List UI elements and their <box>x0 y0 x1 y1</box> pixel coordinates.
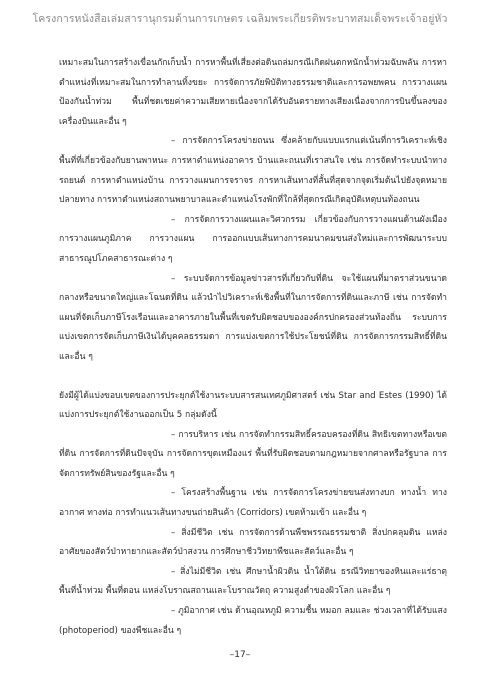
paragraph: ยังมีผู้ได้แบ่งขอบเขตของการประยุกต์ใช้งานระบบสารสนเทศภูมิศาสตร์ เช่น Star and Estes (1990) ได้แบ่งการประยุกต์ใช้งานออกเป็น 5 กลุ่มดังนี้ <box>59 390 447 421</box>
bullet-item: – การจัดการวางแผนและวิศวกรรม เกี่ยวข้องกับการวางแผนด้านผังเมือง การวางแผนภูมิภาค การวางแผน การออกแบบเส้นทางการคมนาคมขนส่งใหม่และการพัฒนาระบบสาธารณูปโภคสาธารณะต่าง ๆ <box>59 214 447 264</box>
bullet-item: – ระบบจัดการข้อมูลข่าวสารที่เกี่ยวกับที่ดิน จะใช้แผนที่มาตราส่วนขนาดกลางหรือขนาดใหญ่และโฉนดที่ดิน แล้วนำไปวิเคราะห์เชิงพื้นที่ในการจัดการที่ดินและภาษี เช่น การจัดทำแผนที่จัดเก็บภาษีโรงเรือนและอาคารภายในพื้นที่เขตรับผิดชอบขององค์กรปกครองส่วนท้องถิ่น ระบบการแบ่งเขตการจัดเก็บภาษีเงินได้บุคคลธรรมดา การแบ่งเขตการใช้ประโยชน์ที่ดิน การจัดการกรรมสิทธิ์ที่ดิน และอื่น ๆ <box>59 273 447 362</box>
page-number: –17– <box>229 650 251 660</box>
bullet-item: – การจัดการโครงข่ายถนน ซึ่งคล้ายกับแบบแรกแต่เน้นที่การวิเคราะห์เชิงพื้นที่ที่เกี่ยวข้องกับยานพาหนะ การหาตำแหน่งอาคาร บ้านและถนนที่เราสนใจ เช่น การจัดทำระบบนำทางรถยนต์ การหาตำแหน่งบ้าน การวางแผนการจราจร การหาเส้นทางที่สั้นที่สุดจากจุดเริ่มต้นไปยังจุดหมายปลายทาง การหาตำแหน่งสถานพยาบาลและตำแหน่งโรงพักที่ใกล้ที่สุดกรณีเกิดอุบัติเหตุบนท้องถนน <box>59 136 447 206</box>
paragraph: เหมาะสมในการสร้างเขื่อนกักเก็บน้ำ การหาพื้นที่เสี่ยงต่อดินถล่มกรณีเกิดฝนตกหนักน้ำท่วมฉับพลัน การหาตำแหน่งที่เหมาะสมในการทำลานทิ้งขยะ การจัดการภัยพิบัติทางธรรมชาติและการอพยพคน การวางแผนป้องกันน้ำท่วม พื้นที่ชดเชยค่าความเสียหายเนื่องจากได้รับอันตรายทางเสียงเนื่องจากการบินขึ้นลงของเครื่องบินและอื่น ๆ <box>59 58 447 127</box>
body-text <box>59 54 447 641</box>
paragraph-spacer <box>59 368 447 387</box>
bullet-item: – สิ่งมีชีวิต เช่น การจัดการด้านพืชพรรณธรรมชาติ สิ่งปกคลุมดิน แหล่งอาศัยของสัตว์ป่าหายากและสัตว์ป่าสงวน การศึกษาชีววิทยาพืชและสัตว์และอื่น ๆ <box>59 527 447 558</box>
running-header: โครงการหนังสือเล่มสารานุกรมด้านการเกษตร เฉลิมพระเกียรติพระบาทสมเด็จพระเจ้าอยู่หัว <box>32 13 448 25</box>
bullet-item: – สิ่งไม่มีชีวิต เช่น ศึกษาน้ำผิวดิน น้ำใต้ดิน ธรณีวิทยาของหินและแร่ธาตุ พื้นที่น้ำท่วม พื้นที่ดอน แหล่งโบราณสถานและโบราณวัตถุ ความสูงต่ำของผิวโลก และอื่น ๆ <box>59 566 447 597</box>
bullet-item: – ภูมิอากาศ เช่น ด้านอุณหภูมิ ความชื้น หมอก ลมและ ช่วงเวลาที่ได้รับแสง (photoperiod) ของพืชและอื่น ๆ <box>59 606 447 636</box>
bullet-item: – การบริหาร เช่น การจัดทำกรรมสิทธิ์ครอบครองที่ดิน สิทธิเขตทางหรือเขตที่ดิน การจัดการที่ดินปัจจุบัน การจัดการขุดเหมืองแร่ พื้นที่รับผิดชอบตามกฎหมายจากศาลหรือรัฐบาล การจัดการทรัพย์สินของรัฐและอื่น ๆ <box>59 429 447 479</box>
bullet-item: – โครงสร้างพื้นฐาน เช่น การจัดการโครงข่ายขนส่งทางบก ทางน้ำ ทางอากาศ ทางท่อ การทำแนวเส้นทางขนถ่ายสินค้า (Corridors) เขตห้ามเข้า และอื่น ๆ <box>59 488 447 519</box>
